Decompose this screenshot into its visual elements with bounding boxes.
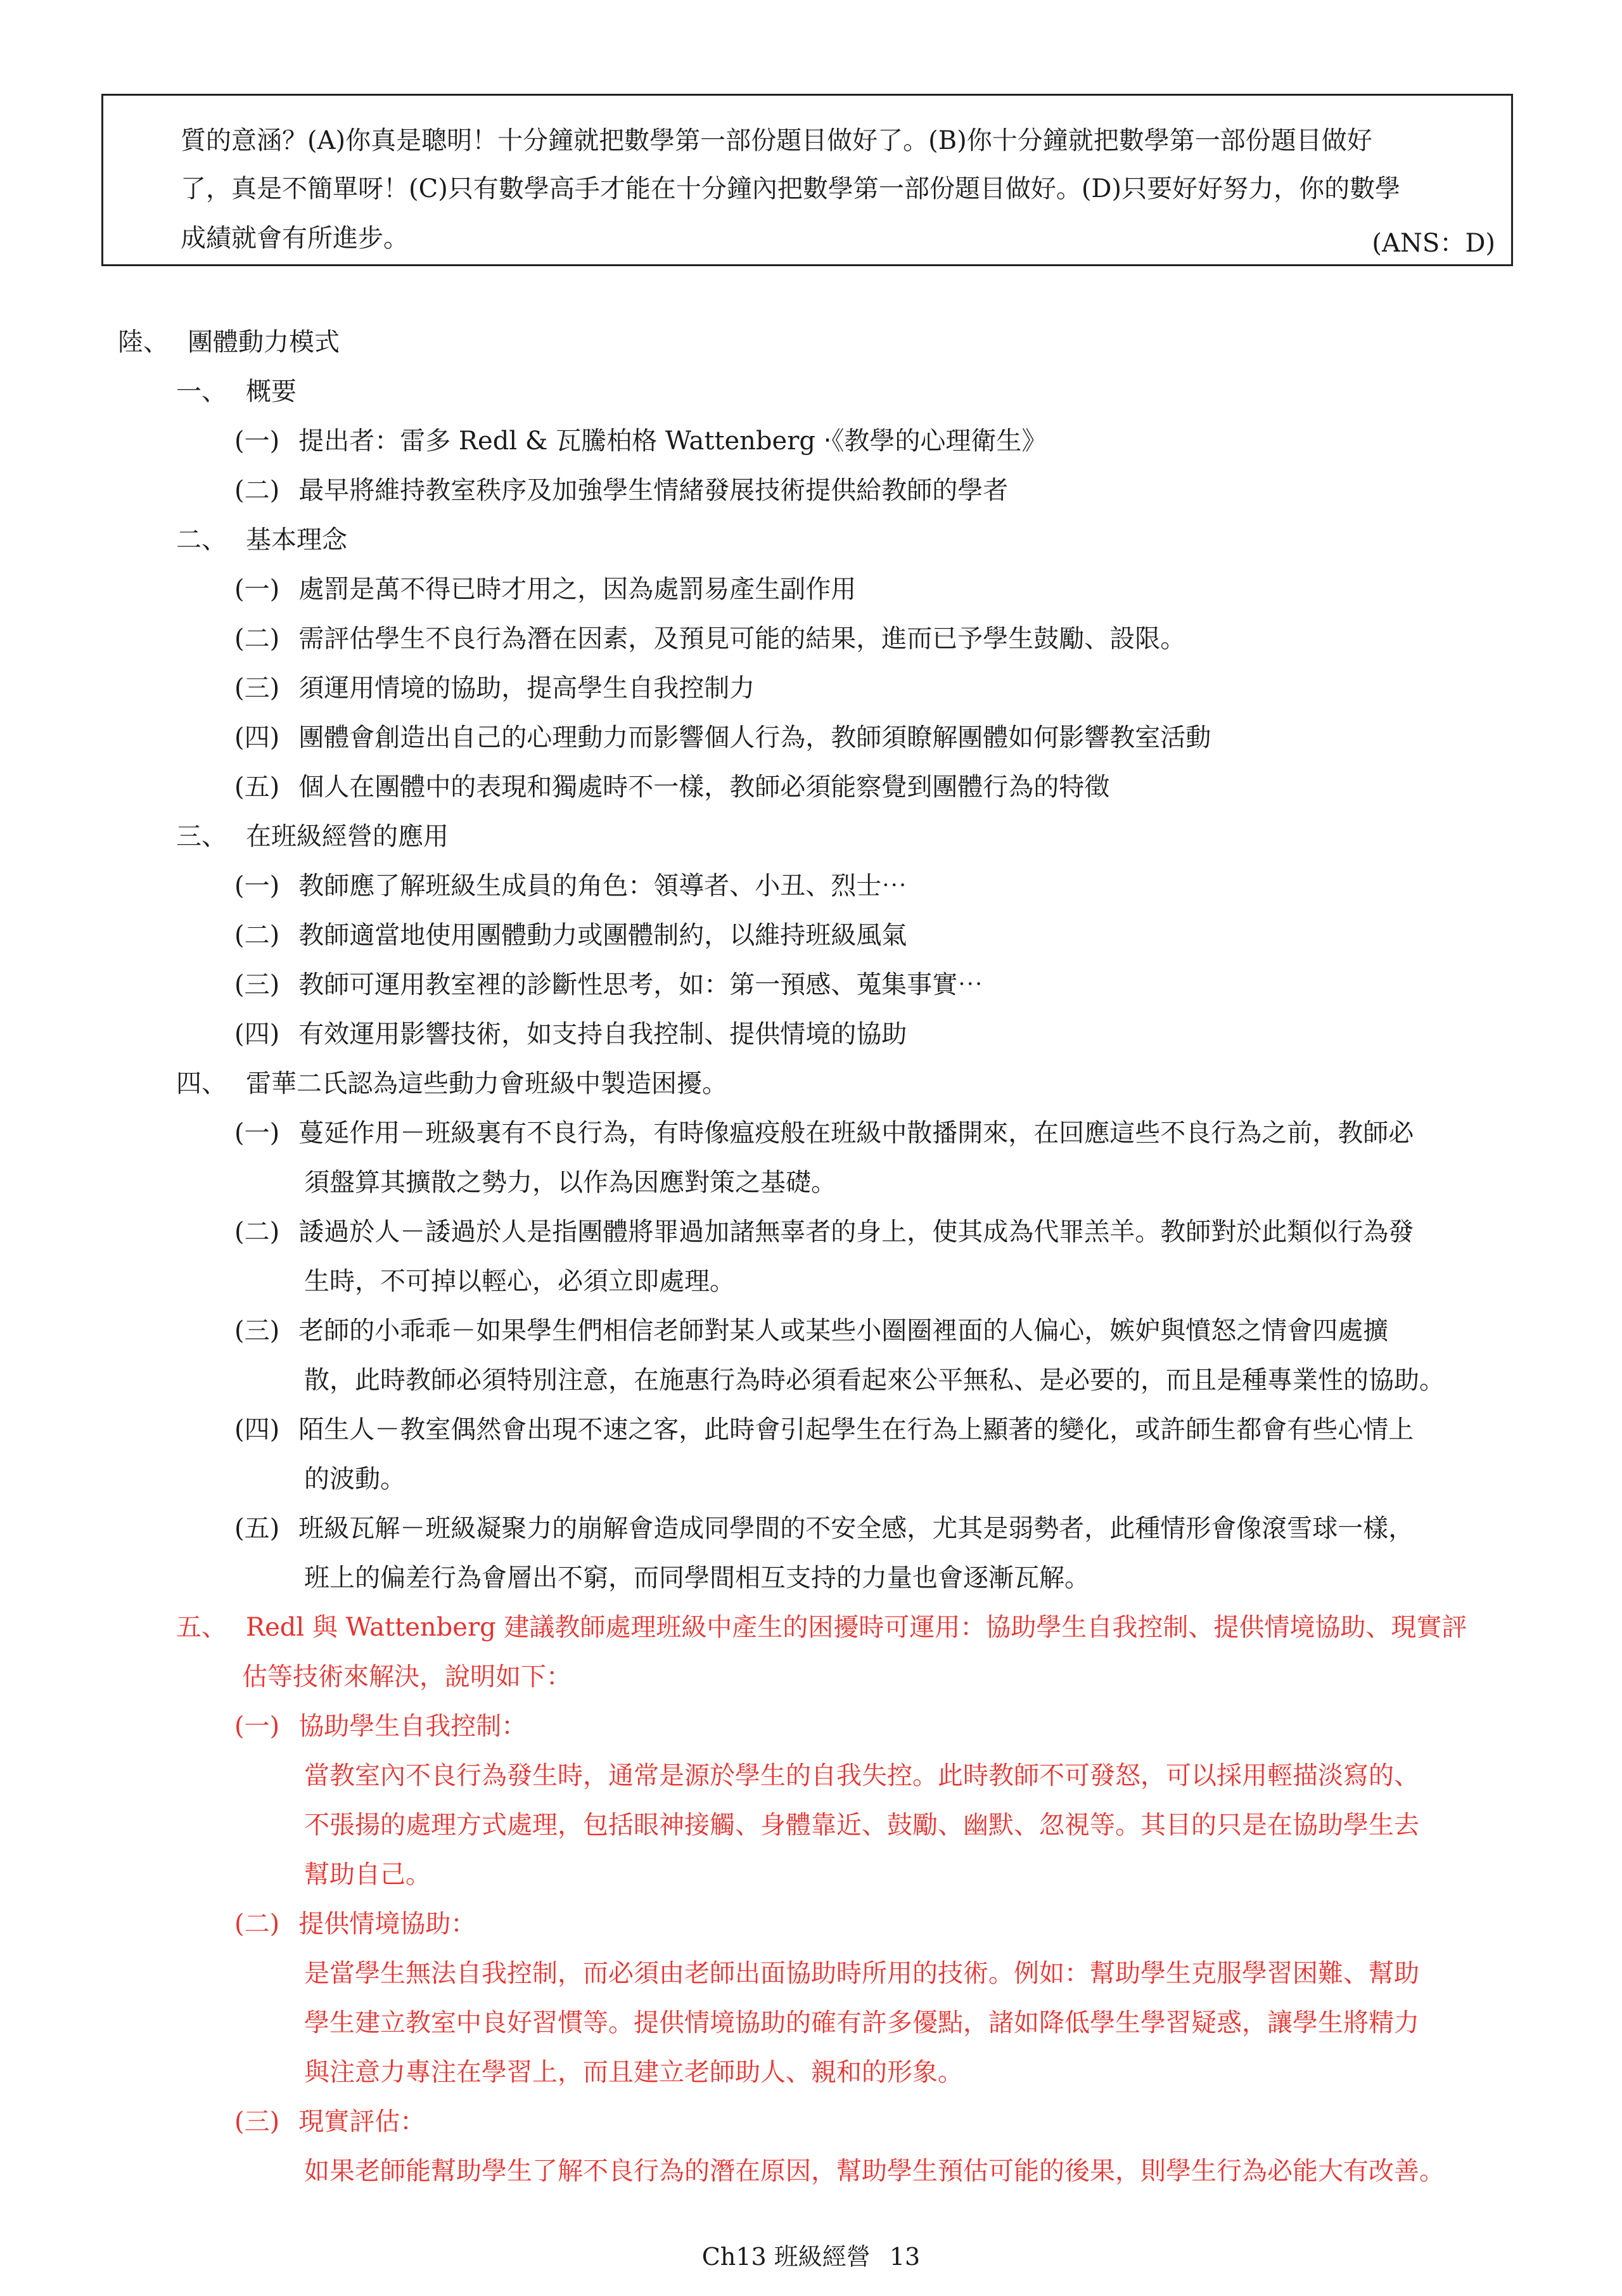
item-text-continued: 散，此時教師必須特別注意，在施惠行為時必須看起來公平無私、是必要的，而且是種專業性的協助。 [304,1366,1445,1395]
item-text: 最早將維持教室秩序及加強學生情緒發展技術提供給教師的學者 [298,476,1009,505]
item-number: (三) [234,970,280,999]
chapter-label: Ch13 班級經營 [701,2243,871,2271]
item-number: (二) [234,921,280,950]
item-text: 個人在團體中的表現和獨處時不一樣，教師必須能察覺到團體行為的特徵 [298,773,1110,802]
item-text-continued: 生時，不可掉以輕心，必須立即處理。 [304,1267,735,1296]
list-item [234,425,1047,458]
item-text-continued: 須盤算其擴散之勢力，以作為因應對策之基礎。 [304,1168,836,1197]
page-number: 13 [889,2243,921,2271]
list-item [234,1117,1414,1150]
subsection-number: 五、 [176,1613,227,1642]
item-number: (三) [234,674,280,703]
item-text: 需評估學生不良行為潛在因素，及預見可能的結果，進而已予學生鼓勵、設限。 [298,624,1186,653]
list-item [234,672,755,705]
item-text: 陌生人－教室偶然會出現不速之客，此時會引起學生在行為上顯著的變化，或許師生都會有些心情上 [298,1415,1414,1444]
item-number: (一) [234,426,280,456]
item-text: 教師適當地使用團體動力或團體制約，以維持班級風氣 [298,921,907,950]
subsection-number: 四、 [176,1069,227,1098]
page-footer [0,2237,1622,2272]
question-line: 了，真是不簡單呀！(C)只有數學高手才能在十分鐘內把數學第一部份題目做好。(D)只要好好努力，你的數學 [181,174,1401,203]
item-title: 現實評估： [298,2107,426,2136]
item-number: (二) [234,476,280,505]
item-body-line: 如果老師能幫助學生了解不良行為的潛在原因，幫助學生預估可能的後果，則學生行為必能大有改善。 [304,2157,1445,2186]
question-line: 質的意涵？(A)你真是聰明！十分鐘就把數學第一部份題目做好了。(B)你十分鐘就把數學第一部份題目做好 [181,126,1372,155]
item-text: 教師可運用教室裡的診斷性思考，如：第一預感、蒐集事實⋯ [298,970,983,999]
section-number: 陸、 [118,328,169,357]
item-number: (四) [234,1415,280,1444]
item-text: 諉過於人－諉過於人是指團體將罪過加諸無辜者的身上，使其成為代罪羔羊。教師對於此類似行為發 [298,1217,1414,1247]
item-number: (四) [234,723,280,752]
subsection-title: 在班級經營的應用 [246,822,449,851]
subsection-number: 三、 [176,822,227,851]
item-number: (二) [234,1909,280,1939]
item-body-line: 與注意力專注在學習上，而且建立老師助人、親和的形象。 [304,2058,963,2087]
list-item [234,1215,1414,1248]
item-number: (一) [234,871,280,901]
item-text: 須運用情境的協助，提高學生自我控制力 [298,674,755,703]
list-item [234,771,1109,804]
item-number: (五) [234,773,280,802]
list-item [234,968,983,1001]
list-item [234,1314,1388,1347]
list-item [234,869,907,902]
list-item [234,721,1211,754]
subsection-intro: Redl 與 Wattenberg 建議教師處理班級中產生的困擾時可運用：協助學生自我控制、提供情境協助、現實評 [246,1613,1467,1642]
item-number: (三) [234,1316,280,1345]
item-number: (一) [234,575,280,604]
list-item [234,1908,476,1940]
subsection-heading [176,523,347,556]
item-title: 協助學生自我控制： [298,1712,527,1741]
subsection-heading [176,820,449,853]
answer-label: (ANS：D) [1372,229,1495,258]
list-item [234,2105,425,2138]
item-text: 處罰是萬不得已時才用之，因為處罰易產生副作用 [298,575,857,604]
item-text: 蔓延作用－班級裏有不良行為，有時像瘟疫般在班級中散播開來，在回應這些不良行為之前，教師必 [298,1119,1414,1148]
subsection-title: 概要 [246,377,297,406]
item-text: 老師的小乖乖－如果學生們相信老師對某人或某些小圈圈裡面的人偏心，嫉妒與憤怒之情會四處擴 [298,1316,1389,1345]
item-body-line: 不張揚的處理方式處理，包括眼神接觸、身體靠近、鼓勵、幽默、忽視等。其目的只是在協助學生去 [304,1811,1419,1840]
item-body-line: 當教室內不良行為發生時，通常是源於學生的自我失控。此時教師不可發怒，可以採用輕描淡寫的、 [304,1761,1419,1790]
item-number: (一) [234,1712,280,1741]
subsection-number: 二、 [176,525,227,555]
list-item [234,1413,1414,1446]
item-body-line: 幫助自己。 [304,1860,431,1889]
subsection-heading [176,375,297,408]
item-title: 提供情境協助： [298,1909,476,1939]
list-item [234,1018,907,1051]
section-title: 團體動力模式 [188,328,340,357]
item-text: 團體會創造出自己的心理動力而影響個人行為，教師須瞭解團體如何影響教室活動 [298,723,1211,752]
subsection-heading [176,1067,727,1100]
list-item [234,1512,1414,1545]
section-heading [118,326,340,359]
list-item [234,919,907,952]
item-number: (一) [234,1119,280,1148]
list-item [234,474,1008,507]
item-number: (二) [234,624,280,653]
question-line: 成績就會有所進步。 [181,224,409,253]
list-item [234,573,856,606]
subsection-title: 雷華二氏認為這些動力會班級中製造困擾。 [246,1069,727,1098]
subsection-intro-continued: 估等技術來解決，說明如下： [242,1662,572,1691]
item-text: 教師應了解班級生成員的角色：領導者、小丑、烈士⋯ [298,871,907,901]
item-text-continued: 班上的偏差行為會層出不窮，而同學間相互支持的力量也會逐漸瓦解。 [304,1563,1090,1593]
subsection-heading [176,1611,1467,1644]
item-text: 提出者：雷多 Redl & 瓦騰柏格 Wattenberg ‧《教學的心理衛生》 [298,426,1047,456]
item-text: 有效運用影響技術，如支持自我控制、提供情境的協助 [298,1020,907,1049]
item-text: 班級瓦解－班級凝聚力的崩解會造成同學間的不安全感，尤其是弱勢者，此種情形會像滾雪球一樣， [298,1514,1414,1543]
subsection-title: 基本理念 [246,525,347,555]
item-body-line: 學生建立教室中良好習慣等。提供情境協助的確有許多優點，諸如降低學生學習疑惑，讓學生將精力 [304,2008,1419,2037]
item-text-continued: 的波動。 [304,1465,406,1494]
item-body-line: 是當學生無法自我控制，而必須由老師出面協助時所用的技術。例如：幫助學生克服學習困難、幫助 [304,1959,1419,1988]
item-number: (二) [234,1217,280,1247]
item-number: (三) [234,2107,280,2136]
subsection-number: 一、 [176,377,227,406]
list-item [234,1710,527,1743]
item-number: (五) [234,1514,280,1543]
item-number: (四) [234,1020,280,1049]
list-item [234,622,1185,655]
